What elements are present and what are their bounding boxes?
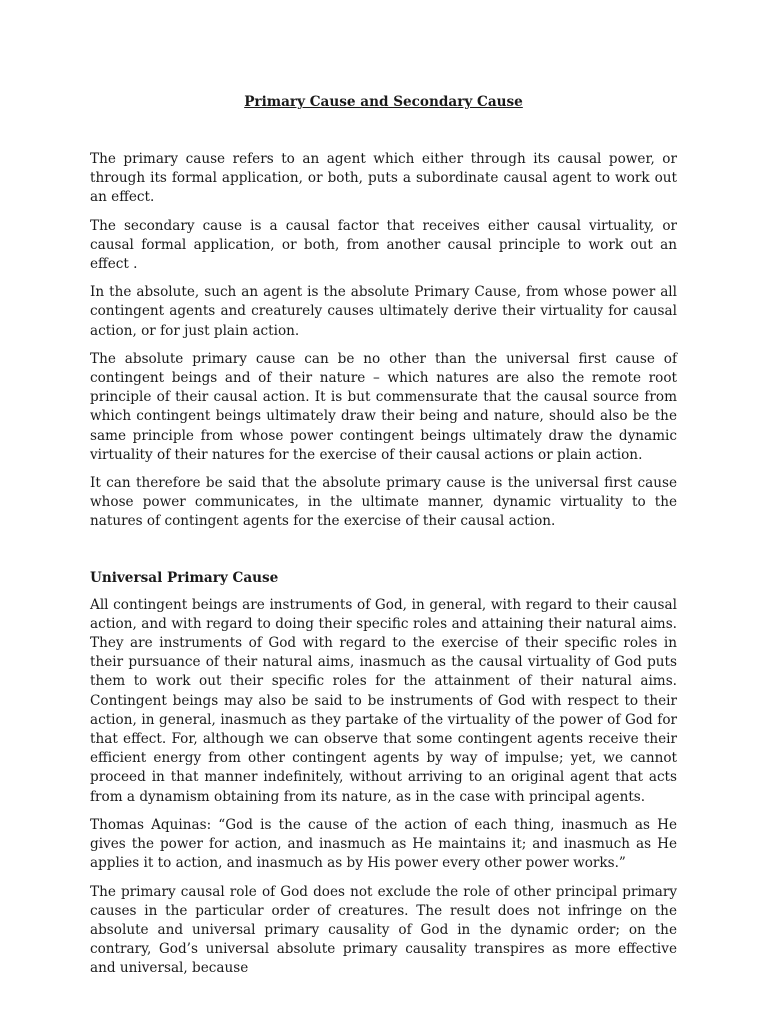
section-heading: Universal Primary Cause: [90, 569, 279, 586]
paragraph-absolute-agent: In the absolute, such an agent is the absolute Primary Cause, from whose power all contingent agents and creaturely causes ultimately derive their virtuality for causal action, or for just plain action.: [90, 284, 677, 339]
paragraph-aquinas-quote: Thomas Aquinas: “God is the cause of the action of each thing, inasmuch as He gives the power for action, and inasmuch as He maintains it; and inasmuch as He applies it to action, and inasmuch as by His power every other power works.”: [90, 816, 677, 872]
paragraph-instruments-of-god: All contingent beings are instruments of God, in general, with regard to their causal action, and with regard to doing their specific roles and attaining their natural aims. They are instruments of God with regard to the exercise of their specific roles in their pursuance of their natural aims, inasmuch as the causal virtuality of God puts them to work out their specific roles for the attainment of their natural aims. Contingent beings may also be said to be instruments of God with respect to their action, in general, inasmuch as they partake of the virtuality of the power of God for that effect. For, although we can observe that some contingent agents receive their efficient energy from other contingent agents by way of impulse; yet, we cannot proceed in that manner indefinitely, without arriving to an original agent that acts from a dynamism obtaining from its nature, as in the case with principal agents.: [90, 596, 677, 805]
paragraph-primary-cause-definition: The primary cause refers to an agent which either through its causal power, or through its formal application, or both, puts a subordinate causal agent to work out an effect.: [90, 151, 677, 206]
paragraph-secondary-cause-definition: The secondary cause is a causal factor that receives either causal virtuality, or causal formal application, or both, from another causal principle to work out an effect .: [90, 217, 677, 273]
paragraph-conclusion: It can therefore be said that the absolute primary cause is the universal first cause whose power communicates, in the ultimate manner, dynamic virtuality to the natures of contingent agents for the exercise of their causal action.: [90, 475, 677, 530]
paragraph-absolute-primary-cause: The absolute primary cause can be no other than the universal first cause of contingent beings and of their nature – which natures are also the remote root principle of their causal action. It is but commensurate that the causal source from which contingent beings ultimately draw their being and nature, should also be the same principle from whose power contingent beings ultimately draw the dynamic virtuality of their natures for the exercise of their causal actions or plain action.: [90, 350, 677, 463]
document-page: [90, 92, 677, 988]
paragraph-primary-causal-role: The primary causal role of God does not exclude the role of other principal primary causes in the particular order of creatures. The result does not infringe on the absolute and universal primary causality of God in the dynamic order; on the contrary, God’s universal absolute primary causality transpires as more effective and universal, because: [90, 883, 677, 977]
page-title: Primary Cause and Secondary Cause: [244, 94, 523, 110]
